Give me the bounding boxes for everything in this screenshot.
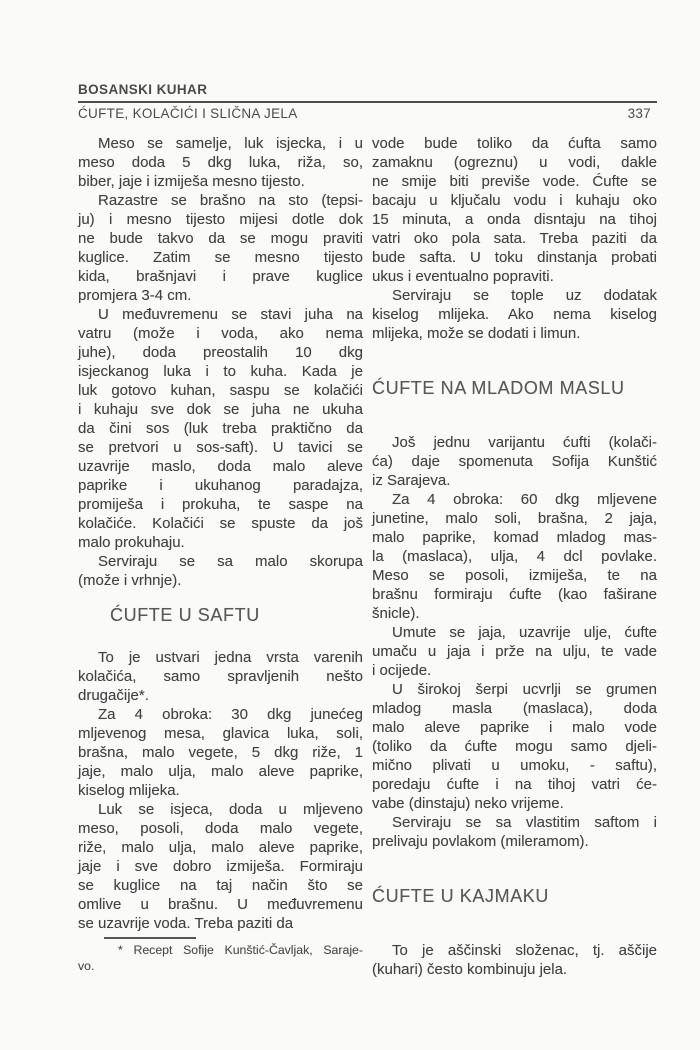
text-line: la (maslaca), ulja, 4 dcl povlake. (372, 548, 657, 565)
text-line: prelivaju povlakom (mileramom). (372, 833, 589, 850)
text-line: kiselog mlijeka. (78, 782, 180, 799)
text-line: Umute se jaja, uzavrije ulje, ćufte (392, 624, 657, 641)
paragraph (78, 705, 363, 800)
text-line: šnicle). (372, 605, 420, 622)
chapter-row (78, 106, 657, 122)
text-line: To je ustvari jedna vrsta varenih (98, 649, 363, 666)
paragraph (78, 552, 363, 590)
text-line: umaču u jaja i prže na ulju, te vade (372, 643, 657, 660)
text-line: ća) daje spomenuta Sofija Kunštić (372, 453, 657, 470)
paragraph (78, 305, 363, 552)
chapter-title: ĆUFTE, KOLAČIĆI I SLIČNA JELA (78, 106, 298, 121)
text-line: da čini sos (luk treba praktično da (78, 420, 363, 437)
text-line: i kuhaju sve dok se juha ne ukuha (78, 401, 363, 418)
text-line: bacaju u ključalu vodu i kuhaju oko (372, 192, 657, 209)
text-line: malo paprike, komad mladog mas- (372, 529, 657, 546)
text-line: Luk se isjeca, doda u mljeveno (98, 801, 363, 818)
text-line: vatri oko pola sata. Treba paziti da (372, 230, 657, 247)
text-line: se uzavrije voda. Treba paziti da (78, 915, 294, 932)
text-line: Meso se posoli, izmiješa, te na (372, 567, 657, 584)
paragraph (78, 648, 363, 705)
text-line: biber, jaje i izmiješa mesno tijesto. (78, 173, 305, 190)
paragraph (78, 800, 363, 933)
book-title: BOSANSKI KUHAR (78, 82, 657, 103)
text-line: ne bude takvo da se mogu praviti (78, 230, 363, 247)
text-line: vo. (78, 958, 95, 973)
text-line: mljevenog mesa, glavica luka, soli, (78, 725, 363, 742)
text-line: ne smije biti previše vode. Ćufte se (372, 173, 657, 190)
paragraph (372, 680, 657, 813)
text-line: meso, posoli, doda malo vegete, (78, 820, 363, 837)
paragraph (372, 623, 657, 680)
text-line: mlijeka, može se dodati i limun. (372, 325, 581, 342)
text-line: promjera 3-4 cm. (78, 287, 192, 304)
text-line: kolačića, samo spravljenih nešto (78, 668, 363, 685)
text-line: uzavrije maslo, doda malo aleve (78, 458, 363, 475)
page-content (78, 82, 657, 979)
text-line: kida, brašnjavi i prave kuglice (78, 268, 363, 285)
left-column (78, 134, 363, 979)
text-line: Meso se samelje, luk isjecka, i u (98, 135, 363, 152)
text-line: meso doda 5 dkg luka, riža, so, (78, 154, 363, 171)
text-line: malo prokuhaju. (78, 534, 185, 551)
text-line: kuglice. Zatim se mesno tijesto (78, 249, 363, 266)
text-line: drugačije*. (78, 687, 149, 704)
text-line: juhe), doda preostalih 10 dkg (78, 344, 363, 361)
paragraph (372, 134, 657, 286)
right-column (372, 134, 657, 979)
text-line: bude safta. U toku dinstanja probati (372, 249, 657, 266)
running-header (78, 82, 657, 122)
text-line: jaje, malo ulja, malo aleve paprike, (78, 763, 363, 780)
text-line: Serviraju se sa vlastitim saftom i (392, 814, 657, 831)
text-line: promiješa i prokuha, te saspe na (78, 496, 363, 513)
section-heading: ĆUFTE NA MLADOM MASLU (372, 378, 625, 398)
text-line: vatru (može i voda, ako nema (78, 325, 363, 342)
text-line: U međuvremenu se stavi juha na (98, 306, 363, 323)
paragraph (372, 286, 657, 343)
text-line: (može i vrhnje). (78, 572, 182, 589)
text-line: ukus i eventualno popraviti. (372, 268, 554, 285)
text-line: kolačiće. Kolačići se spuste da još (78, 515, 363, 532)
text-line: mično plivati u umoku, - saftu), (372, 757, 657, 774)
text-line: junetine, malo soli, brašna, 2 jaja, (372, 510, 657, 527)
section-heading: ĆUFTE U SAFTU (110, 605, 260, 625)
text-line: paprike i ukuhanog paradajza, (78, 477, 363, 494)
text-line: (toliko da ćufte mogu samo djeli- (372, 738, 657, 755)
footnote-separator-rule (104, 937, 196, 939)
paragraph (372, 433, 657, 490)
text-line: jaje i sve dobro izmiješa. Formiraju (78, 858, 363, 875)
paragraph (372, 813, 657, 851)
text-line: Još jednu varijantu ćufti (kolači- (392, 434, 657, 451)
text-line: ju) i mesno tijesto mijesi dotle dok (78, 211, 363, 228)
paragraph (372, 490, 657, 623)
text-line: omlive u brašnu. U međuvremenu (78, 896, 363, 913)
text-line: brašnu formiraju ćufte (kao faširane (372, 586, 657, 603)
text-line: isjeckanog luka i to kuha. Kada je (78, 363, 363, 380)
text-line: U širokoj šerpi ucvrlji se grumen (392, 681, 657, 698)
two-column-body (78, 134, 657, 979)
text-line: Za 4 obroka: 60 dkg mljevene (392, 491, 657, 508)
footnote (78, 937, 363, 974)
text-line: mladog masla (maslaca), doda (372, 700, 657, 717)
text-line: riže, malo ulja, malo aleve paprike, (78, 839, 363, 856)
text-line: kiselog mlijeka. Ako nema kiselog (372, 306, 657, 323)
text-line: i ocijede. (372, 662, 432, 679)
text-line: iz Sarajeva. (372, 472, 451, 489)
paragraph (372, 941, 657, 979)
text-line: malo aleve paprike i malo vode (372, 719, 657, 736)
text-line: vode bude toliko da ćufta samo (372, 135, 657, 152)
section-heading: ĆUFTE U KAJMAKU (372, 886, 550, 906)
text-line: (kuhari) često kombinuju jela. (372, 961, 568, 978)
text-line: Serviraju se tople uz dodatak (392, 287, 657, 304)
text-line: Za 4 obroka: 30 dkg junećeg (98, 706, 363, 723)
text-line: zamaknu (ogreznu) u vodi, dakle (372, 154, 657, 171)
text-line: * Recept Sofije Kunštić-Čavljak, Saraje- (118, 943, 363, 957)
text-line: se pretvori u sos-saft). U tavici se (78, 439, 363, 456)
text-line: Serviraju se sa malo skorupa (98, 553, 363, 570)
text-line: vabe (dinstaju) neko vrijeme. (372, 795, 564, 812)
paragraph (78, 134, 363, 191)
text-line: poredaju ćufte i na tihoj vatri će- (372, 776, 657, 793)
text-line: se kuglice na taj način što se (78, 877, 363, 894)
text-line: 15 minuta, a onda disntaju na tihoj (372, 211, 657, 228)
text-line: luk gotovo kuhan, saspu se kolačići (78, 382, 363, 399)
text-line: Razastre se brašno na sto (tepsi- (98, 192, 363, 209)
text-line: brašna, malo vegete, 5 dkg riže, 1 (78, 744, 363, 761)
paragraph (78, 191, 363, 305)
page-number: 337 (627, 106, 651, 121)
text-line: To je aščinski složenac, tj. aščije (392, 942, 657, 959)
